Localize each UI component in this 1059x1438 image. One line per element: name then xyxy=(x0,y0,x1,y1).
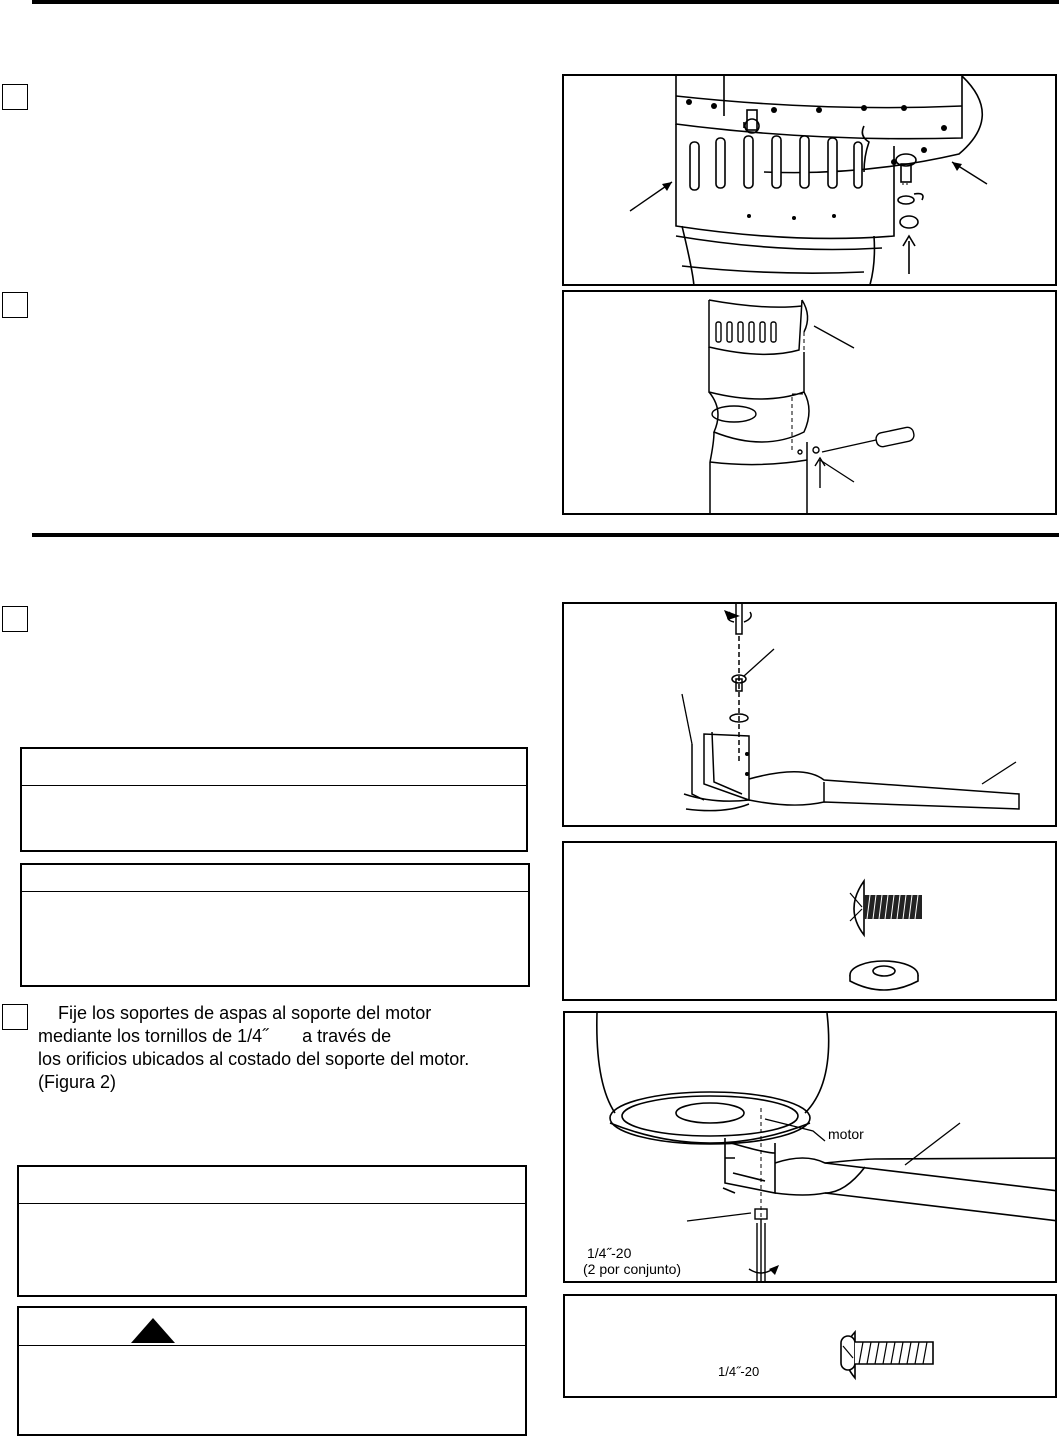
figure-bracket-to-motor xyxy=(563,1011,1057,1283)
machine-screw-icon xyxy=(841,1332,933,1378)
hardware-screw-size-label: 1/4˝-20 xyxy=(718,1364,760,1379)
step-4-line-1: Fije los soportes de aspas al soporte del motor xyxy=(58,1003,432,1023)
step-4-line-2b: a través de xyxy=(302,1026,392,1046)
step-box-2 xyxy=(2,292,28,318)
step-box-1 xyxy=(2,84,28,110)
top-rule xyxy=(32,0,1059,4)
figure-canopy-screw xyxy=(562,290,1057,515)
warning-box-header xyxy=(19,1308,525,1346)
bracket-to-motor-drawing xyxy=(565,1013,1057,1283)
hardware-box-1-drawing xyxy=(564,843,1057,1001)
hardware-box-2 xyxy=(563,1294,1057,1398)
fig-screw-qty-label: (2 por conjunto) xyxy=(583,1261,682,1277)
step-box-3 xyxy=(2,606,28,632)
canopy-screw-drawing xyxy=(564,292,1057,515)
warning-triangle-icon xyxy=(129,1316,177,1344)
step-box-4 xyxy=(2,1004,28,1030)
section-rule xyxy=(32,533,1059,537)
figure-canopy-mount xyxy=(562,74,1057,286)
note-box-1-header xyxy=(22,749,526,786)
washer-icon xyxy=(850,961,918,990)
note-box-2 xyxy=(20,863,530,987)
step-4-line-2: mediante los tornillos de 1/4˝ xyxy=(38,1026,269,1046)
step-4-line-4: (Figura 2) xyxy=(38,1072,117,1092)
note-box-1 xyxy=(20,747,528,852)
step-4-line-3: los orificios ubicados al costado del soporte del motor. xyxy=(38,1049,470,1069)
step-4-text xyxy=(38,1002,538,1094)
figure-blade-bracket xyxy=(562,602,1057,827)
canopy-mount-drawing xyxy=(564,76,1057,286)
note-box-3 xyxy=(17,1165,527,1297)
hardware-box-2-drawing xyxy=(565,1296,1057,1398)
blade-bracket-drawing xyxy=(564,604,1057,827)
warning-box xyxy=(17,1306,527,1436)
note-box-2-header xyxy=(22,865,528,892)
motor-label: motor xyxy=(828,1126,864,1142)
note-box-3-header xyxy=(19,1167,525,1204)
screw-icon xyxy=(850,881,922,935)
fig-screw-size-label: 1/4˝-20 xyxy=(587,1245,632,1261)
hardware-box-1 xyxy=(562,841,1057,1001)
